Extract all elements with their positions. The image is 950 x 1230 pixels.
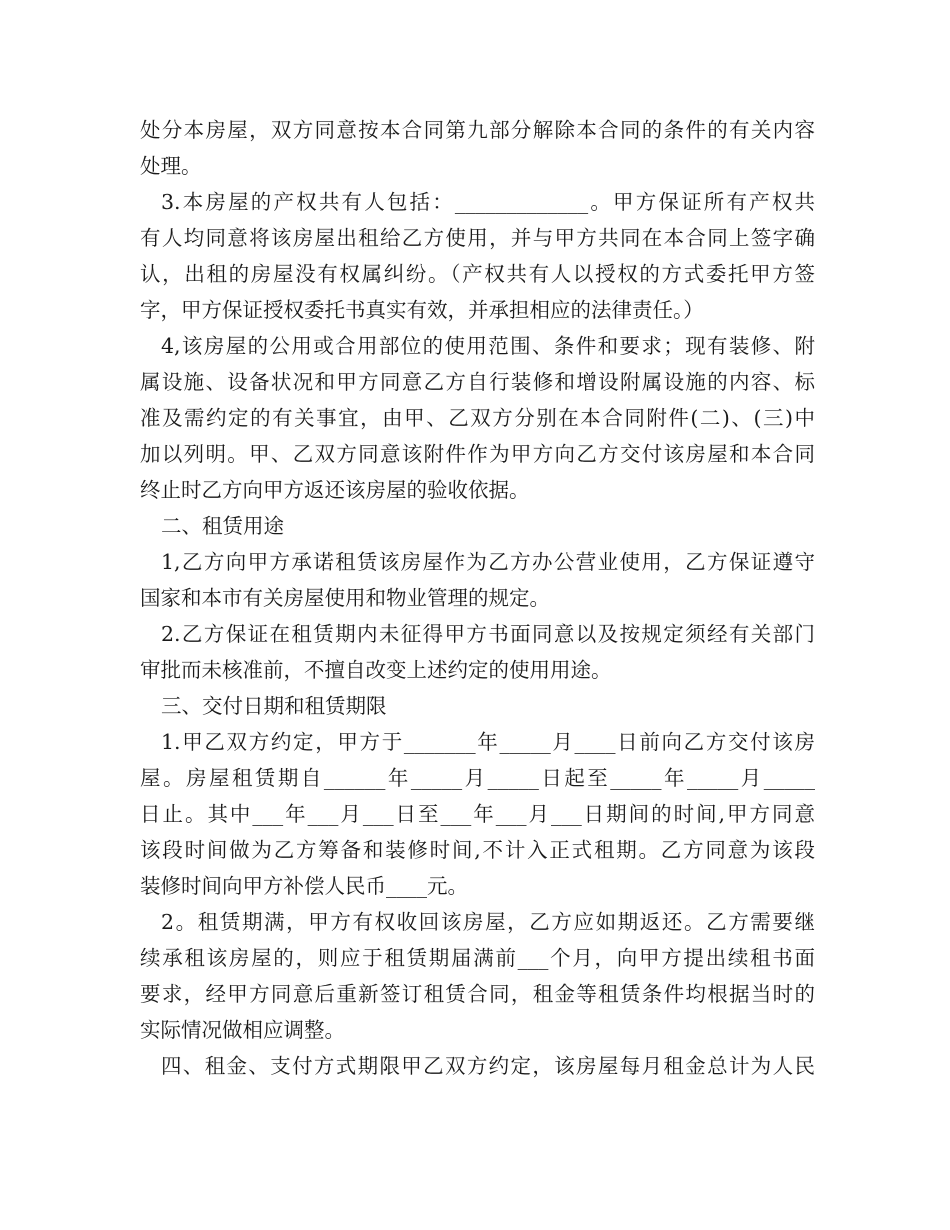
text-line: 该段时间做为乙方筹备和装修时间,不计入正式租期。乙方同意为该段 bbox=[140, 838, 815, 862]
text-line: 属设施、设备状况和甲方同意乙方自行装修和增设附属设施的内容、标 bbox=[140, 370, 815, 394]
text-line: 2.乙方保证在租赁期内未征得甲方书面同意以及按规定须经有关部门 bbox=[161, 622, 815, 646]
text-line: 屋。房屋租赁期自______年_____月_____日起至_____年_____月_____ bbox=[140, 766, 815, 790]
text-line: 二、租赁用途 bbox=[161, 514, 284, 538]
text-line: 1,乙方向甲方承诺租赁该房屋作为乙方办公营业使用，乙方保证遵守 bbox=[161, 550, 815, 574]
text-line: 续承租该房屋的，则应于租赁期届满前___个月，向甲方提出续租书面 bbox=[140, 946, 815, 970]
text-line: 国家和本市有关房屋使用和物业管理的规定。 bbox=[140, 586, 550, 610]
text-line: 3.本房屋的产权共有人包括：_____________。甲方保证所有产权共 bbox=[161, 190, 815, 214]
text-line: 有人均同意将该房屋出租给乙方使用，并与甲方共同在本合同上签字确 bbox=[140, 226, 815, 250]
text-line: 实际情况做相应调整。 bbox=[140, 1018, 345, 1042]
text-line: 1.甲乙双方约定，甲方于_______年_____月____日前向乙方交付该房 bbox=[161, 730, 815, 754]
text-line: 日止。其中___年___月___日至___年___月___日期间的时间,甲方同意 bbox=[140, 802, 815, 826]
text-line: 认，出租的房屋没有权属纠纷。（产权共有人以授权的方式委托甲方签 bbox=[140, 262, 815, 286]
text-line: 要求，经甲方同意后重新签订租赁合同，租金等租赁条件均根据当时的 bbox=[140, 982, 815, 1006]
text-line: 处分本房屋，双方同意按本合同第九部分解除本合同的条件的有关内容 bbox=[140, 118, 815, 142]
text-line: 加以列明。甲、乙双方同意该附件作为甲方向乙方交付该房屋和本合同 bbox=[140, 442, 815, 466]
text-line: 三、交付日期和租赁期限 bbox=[161, 694, 387, 718]
text-line: 2。租赁期满，甲方有权收回该房屋，乙方应如期返还。乙方需要继 bbox=[161, 910, 815, 934]
text-line: 审批而未核准前，不擅自改变上述约定的使用用途。 bbox=[140, 658, 612, 682]
text-line: 处理。 bbox=[140, 154, 202, 178]
text-line: 字，甲方保证授权委托书真实有效，并承担相应的法律责任。） bbox=[140, 298, 704, 322]
document-body bbox=[140, 112, 815, 1084]
text-line: 四、租金、支付方式期限甲乙双方约定，该房屋每月租金总计为人民 bbox=[161, 1054, 815, 1078]
text-line: 终止时乙方向甲方返还该房屋的验收依据。 bbox=[140, 478, 530, 502]
text-line: 4,该房屋的公用或合用部位的使用范围、条件和要求；现有装修、附 bbox=[161, 334, 815, 358]
text-line: 准及需约定的有关事宜，由甲、乙双方分别在本合同附件(二)、(三)中 bbox=[140, 406, 815, 430]
text-line: 装修时间向甲方补偿人民币____元。 bbox=[140, 874, 468, 898]
